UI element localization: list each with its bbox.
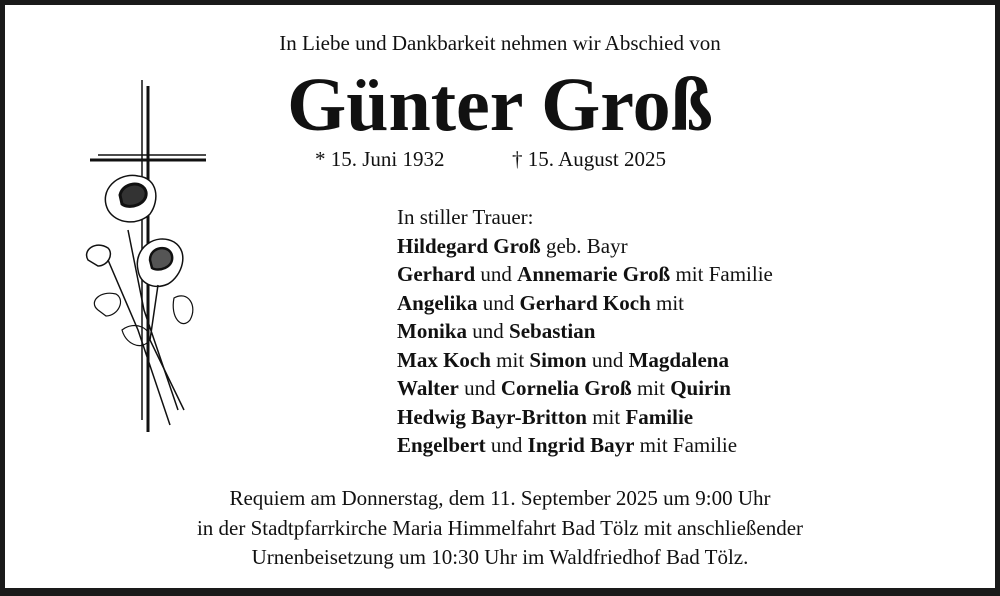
mourner-line bbox=[397, 346, 773, 375]
birth-date: * 15. Juni 1932 bbox=[315, 147, 445, 171]
mourner-connector: mit Familie bbox=[634, 433, 738, 457]
mourner-connector: und bbox=[458, 376, 501, 400]
mourner-line bbox=[397, 403, 773, 432]
service-line: Requiem am Donnerstag, dem 11. September 2025 um 9:00 Uhr bbox=[229, 486, 771, 510]
mourner-connector: und bbox=[586, 347, 629, 372]
mourner-name: Gerhard bbox=[397, 262, 476, 286]
death-date: † 15. August 2025 bbox=[512, 147, 667, 171]
mourner-connector: und bbox=[467, 319, 510, 343]
mourner-name: Simon bbox=[529, 347, 587, 372]
mourner-name: Angelika bbox=[397, 290, 478, 315]
mourner-name: Gerhard Koch bbox=[519, 290, 651, 315]
mourner-connector: mit bbox=[586, 404, 626, 429]
mourner-name: Annemarie Groß bbox=[517, 262, 671, 286]
mourner-name: Hedwig Bayr-Britton bbox=[397, 404, 587, 429]
mourner-name: Magdalena bbox=[628, 347, 729, 372]
mourner-line bbox=[397, 232, 773, 261]
mourner-name: Quirin bbox=[670, 376, 731, 400]
mourner-connector: und bbox=[475, 262, 518, 286]
deceased-name: Günter Groß bbox=[287, 63, 713, 147]
mourner-name: Engelbert bbox=[397, 433, 486, 457]
mourner-connector: und bbox=[485, 433, 528, 457]
mourners-heading: In stiller Trauer: bbox=[397, 205, 534, 229]
mourner-name: Walter bbox=[397, 376, 459, 400]
mourner-name: Hildegard Groß bbox=[397, 233, 541, 258]
service-info bbox=[0, 484, 1000, 573]
mourner-connector: mit Familie bbox=[670, 262, 773, 286]
mourner-line bbox=[397, 289, 773, 318]
mourner-connector: mit bbox=[650, 290, 685, 315]
mourners-list bbox=[397, 203, 773, 460]
mourner-connector: mit bbox=[631, 376, 671, 400]
mourner-line bbox=[397, 374, 773, 403]
mourner-name: Monika bbox=[397, 319, 468, 343]
mourner-name: Sebastian bbox=[509, 319, 596, 343]
mourner-name: Max Koch bbox=[397, 347, 491, 372]
mourner-line bbox=[397, 431, 773, 460]
mourner-name: Cornelia Groß bbox=[500, 376, 632, 400]
intro-text: In Liebe und Dankbarkeit nehmen wir Abschied von bbox=[279, 31, 721, 55]
mourner-connector: geb. Bayr bbox=[540, 233, 628, 258]
cross-with-roses-icon bbox=[78, 80, 208, 440]
mourner-line bbox=[397, 317, 773, 346]
mourner-line bbox=[397, 260, 773, 289]
mourner-name: Ingrid Bayr bbox=[527, 433, 635, 457]
mourner-name: Familie bbox=[625, 404, 694, 429]
service-line: Urnenbeisetzung um 10:30 Uhr im Waldfriedhof Bad Tölz. bbox=[251, 545, 749, 569]
mourner-connector: und bbox=[477, 290, 520, 315]
service-line: in der Stadtpfarrkirche Maria Himmelfahrt Bad Tölz mit anschließender bbox=[196, 515, 804, 540]
mourner-connector: mit bbox=[490, 347, 530, 372]
